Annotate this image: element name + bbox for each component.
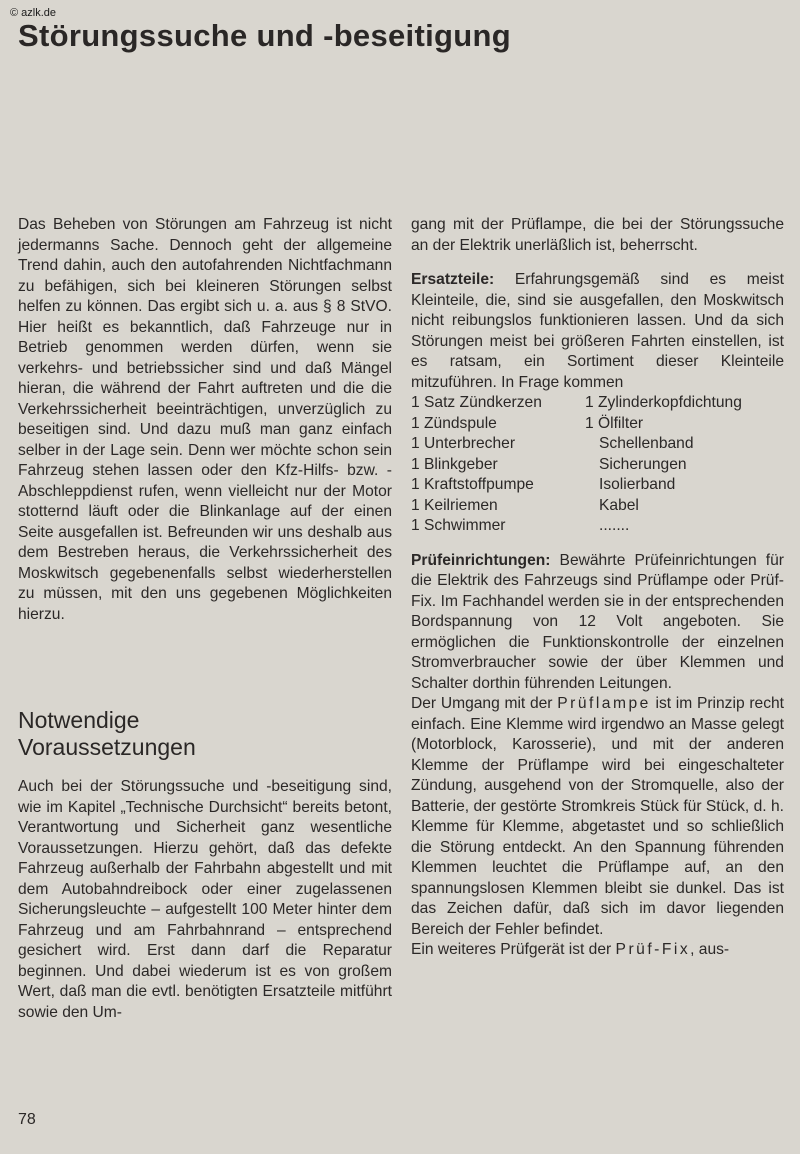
copyright-watermark: © azlk.de [10, 7, 57, 19]
left-column [18, 215, 392, 1023]
intro-paragraph: Das Beheben von Störungen am Fahrzeug ist nicht jedermanns Sache. Dennoch geht der allgemeine Trend dahin, auch den autofahrenden Nichtfachmann zu befähigen, sich bei kleineren Störungen selbst helfen zu können. Das ergibt sich u. a. aus § 8 StVO. Hier heißt es bekanntlich, daß Fahrzeuge nur in Betrieb genommen werden dürfen, wenn sie verkehrs- und betriebssicher sind und daß Mängel hieran, die während der Fahrt auftreten und die die Verkehrssicherheit beeinträchtigen, unverzüglich zu beseitigen sind. Und dazu muß man ganz einfach selber in der Lage sein. Denn wer möchte schon sein Fahrzeug stehen lassen oder den Kfz-Hilfs- bzw. -Abschleppdienst rufen, wenn vielleicht nur der Motor stotternd läuft oder die Blinkanlage auf der einen Seite ausgefallen ist. Befreunden wir uns deshalb aus dem Bestreben heraus, die Verkehrssicherheit des Moskwitsch gegebenenfalls selbst wiederherstellen zu müssen, mit den uns gegebenen Möglichkeiten hierzu. [18, 216, 392, 623]
spare-parts-text: Erfahrungsgemäß sind es meist Kleinteile, die, sind sie ausgefallen, den Moskwitsch nicht reibungslos funktionieren lassen. Und da sich Störungen meist bei größeren Fahrten einstellen, ist es ratsam, ein Sortiment dieser Kleinteile mitzuführen. In Frage kommen [411, 271, 784, 391]
parts-item: 1 Zylinderkopfdichtung [585, 394, 742, 411]
parts-item: Schellenband [599, 435, 694, 452]
test-devices-paragraph [411, 551, 784, 695]
page-title: Störungssuche und -beseitigung [18, 18, 511, 53]
test-lamp-intro: Der Umgang mit der [411, 695, 558, 712]
test-lamp-term: Prüflampe [557, 695, 651, 712]
parts-item: 1 Satz Zündkerzen [411, 394, 542, 411]
parts-item: 1 Kraftstoffpumpe [411, 476, 534, 493]
test-devices-label: Prüfeinrichtungen: [411, 551, 551, 569]
parts-item: 1 Zündspule [411, 414, 497, 432]
test-lamp-paragraph [411, 694, 784, 940]
section-heading [18, 707, 392, 761]
right-column [411, 215, 784, 961]
other-device-paragraph [411, 940, 784, 961]
spare-parts-paragraph [411, 270, 784, 393]
other-device-text: , aus- [690, 941, 730, 958]
parts-item: Sicherungen [599, 455, 687, 473]
parts-item: ....... [599, 517, 630, 534]
other-device-term: Prüf-Fix [615, 941, 691, 958]
spare-parts-label: Ersatzteile: [411, 271, 495, 288]
parts-item: 1 Schwimmer [411, 517, 506, 534]
spare-parts-list [411, 393, 784, 537]
parts-item: 1 Blinkgeber [411, 455, 498, 473]
parts-item: 1 Ölfilter [585, 414, 644, 432]
continuation-paragraph: gang mit der Prüflampe, die bei der Störungssuche an der Elektrik unerläßlich ist, beherrscht. [411, 216, 784, 254]
parts-item: 1 Keilriemen [411, 496, 498, 514]
parts-item: Kabel [599, 496, 639, 514]
page-number: 78 [18, 1111, 36, 1128]
parts-item: 1 Unterbrecher [411, 435, 516, 452]
test-devices-text: Bewährte Prüfeinrichtungen für die Elektrik des Fahrzeugs sind Prüflampe oder Prüf-Fix. Im Fachhandel werden sie in der entsprechenden Bordspannung von 12 Volt angeboten. Sie ermöglichen die Funktionskontrolle der einzelnen Stromverbraucher sowie der über Klemmen und Schalter dorthin führenden Leitungen. [411, 551, 784, 692]
other-device-intro: Ein weiteres Prüfgerät ist der [411, 941, 616, 958]
section-heading-line1: Notwendige [18, 707, 140, 733]
section-heading-line2: Voraussetzungen [18, 734, 196, 760]
test-lamp-text: ist im Prinzip recht einfach. Eine Klemme wird irgendwo an Masse gelegt (Motorblock, Karosserie), und mit der anderen Klemme der Prüflampe wird bei eingeschalteter Zündung, ausgehend von der Stromquelle, also der Batterie, der gestörte Stromkreis Stück für Stück, d. h. Klemme für Klemme, abgetastet und so schließlich die Störung entdeckt. An den Spannung führenden Klemmen leuchtet die Prüflampe auf, an den spannungslosen Klemmen bleibt sie dunkel. Das ist das Zeichen dafür, daß sich im davor liegenden Bereich der Fehler befindet. [411, 695, 784, 938]
requirements-paragraph: Auch bei der Störungssuche und -beseitigung sind, wie im Kapitel „Technische Durchsicht“ bereits betont, Verantwortung und Sicherheit ganz wesentliche Voraussetzungen. Hierzu gehört, daß das defekte Fahrzeug außerhalb der Fahrbahn abgestellt und mit dem Autobahndreibock oder einer zugelassenen Sicherungsleuchte – aufgestellt 100 Meter hinter dem Fahrzeug und am Fahrbahnrand – entsprechend gesichert wird. Erst dann darf die Reparatur beginnen. Und dabei wiederum ist es von großem Wert, daß man die evtl. benötigten Ersatzteile mitführt sowie den Um- [18, 778, 392, 1021]
parts-item: Isolierband [599, 476, 676, 493]
